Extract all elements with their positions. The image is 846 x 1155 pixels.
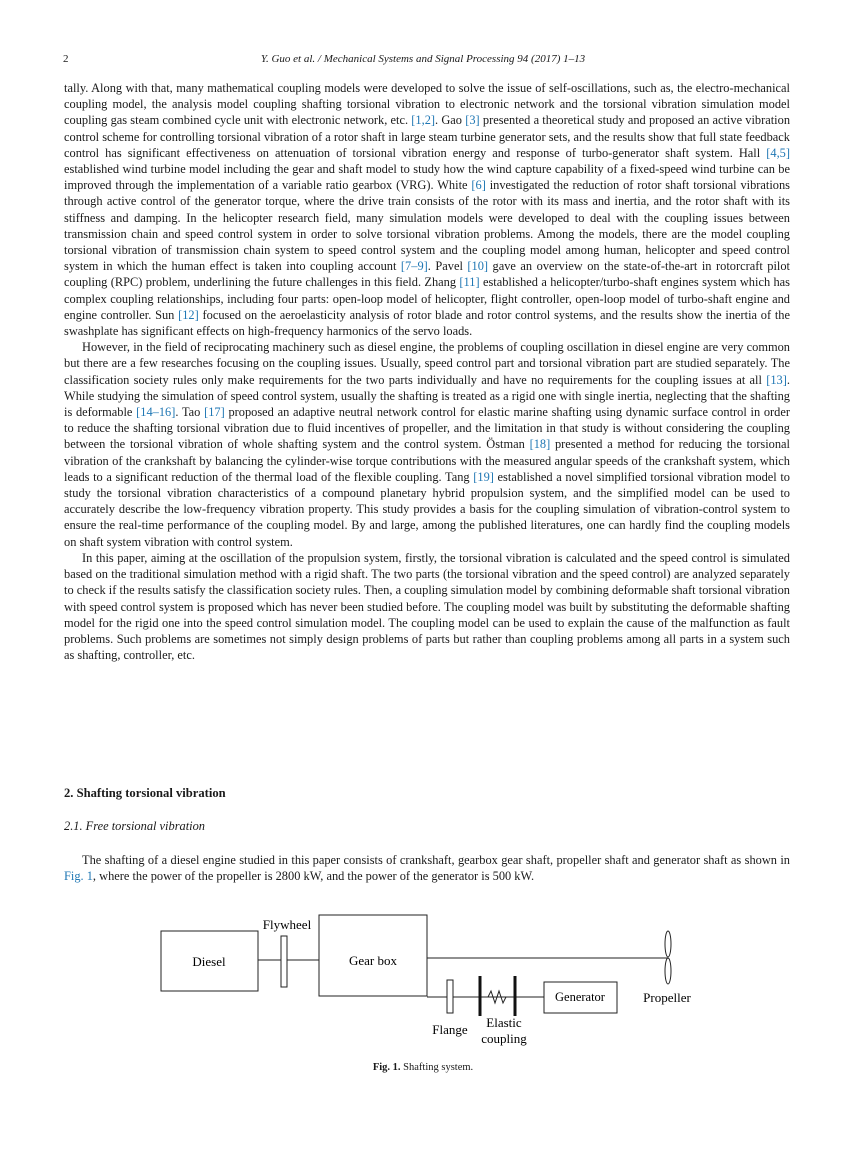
text-run: presented a theoretical study and proposed an active vibration control scheme for controlling torsional vibration of a rotor shaft in large steam turbine generator sets, and the results show that full state feedback control has significant effectiveness on attenuation of torsional vibration energy and response of turbo-generator shaft system. Hall <box>64 113 791 160</box>
flange-disc <box>447 980 453 1013</box>
section-heading: 2. Shafting torsional vibration <box>64 786 226 800</box>
text-run: . Pavel <box>427 259 468 274</box>
citation-link[interactable]: [14–16] <box>136 405 176 420</box>
text-run: established wind turbine model including the gear and shaft model to study how the wind capture capability of a fixed-speed wind turbine can be improved through the implementation of a variable ratio gearbox (VRG). White <box>64 162 790 193</box>
page-number: 2 <box>63 53 69 65</box>
citation-link[interactable]: [1,2] <box>411 113 436 128</box>
citation-link[interactable]: [12] <box>178 307 199 322</box>
flywheel-label: Flywheel <box>262 917 312 932</box>
caption-text: Shafting system. <box>403 1062 474 1073</box>
running-head: Y. Guo et al. / Mechanical Systems and Signal Processing 94 (2017) 1–13 <box>260 53 586 65</box>
text-run: . Gao <box>435 113 466 128</box>
figure-caption <box>0 1062 846 1073</box>
citation-link[interactable]: [17] <box>204 405 225 420</box>
flywheel-disc <box>281 936 287 987</box>
text-run: established a helicopter/turbo-shaft engines system which has complex coupling relationships, including four parts: open-loop model of helicopter, flight controller, open-loop model of turbo-shaft engine and engine controller. Sun <box>64 275 791 322</box>
text-run: established a novel simplified torsional vibration model to study the torsional vibration characteristics of a compound planetary hybrid propulsion system, and the simplified model can be used to accurately describe the low-frequency vibration property. This study provides a basis for the coupling simulation of vibration-control system to ensure the real-time performance of the coupling model. By and large, among the published literatures, one can hardly find the coupling models on shaft system vibration with control system. <box>64 469 790 549</box>
gearbox-label: Gear box <box>348 953 398 968</box>
shafting-figure <box>140 912 720 1057</box>
shafting-diagram <box>140 912 720 1057</box>
paragraph-1 <box>64 80 790 339</box>
text-run: proposed an adaptive neutral network control for elastic marine shafting using dynamic surface control in order to reduce the shafting torsional vibration due to fluid incentives of propeller, and the limitation in that study is without considering the coupling between the torsional vibration of whole shafting system and the control system. Östman <box>64 405 790 452</box>
citation-link[interactable]: [4,5] <box>766 145 790 160</box>
propeller-label: Propeller <box>643 990 691 1005</box>
propeller-blade-bottom <box>665 958 671 984</box>
generator-label: Generator <box>555 990 605 1004</box>
figure-intro-paragraph <box>64 852 790 884</box>
paragraph-2 <box>64 339 790 550</box>
citation-link[interactable]: Fig. 1 <box>64 869 93 884</box>
text-run: The shafting of a diesel engine studied in this paper consists of crankshaft, gearbox gear shaft, propeller shaft and generator shaft as shown in <box>82 853 790 867</box>
citation-link[interactable]: [13] <box>766 372 787 387</box>
citation-link[interactable]: [18] <box>529 437 551 452</box>
elastic-coupling-label-line2: coupling <box>481 1031 527 1046</box>
body-text <box>64 80 790 663</box>
text-run: focused on the aeroelasticity analysis of rotor blade and rotor control systems, and the results show the inertia of the swashplate has significant effects on high-frequency harmonics of the servo loads. <box>64 307 790 339</box>
citation-link[interactable]: [19] <box>473 469 494 484</box>
text-run: . While studying the simulation of speed control system, usually the shafting is treated as a rigid one with single inertia, neglecting that the shafting is deformable <box>64 372 790 420</box>
text-run: In this paper, aiming at the oscillation of the propulsion system, firstly, the torsional vibration is calculated and the speed control is simulated based on the traditional simulation method with a rigid shaft. The two parts (the torsional vibration and the speed control) are analyzed separately to check if the results satisfy the classification society rules. Then, a coupling simulation model by combining deformable shaft torsional vibration with speed control system is proposed which has never been studied before. The coupling model was built by substituting the deformable shafting model for the rigid one into the speed control simulation model. The coupling model can be used to explain the cause of the malfunction as fault problems. Such problems are sometimes not simply design problems of parts but rather than coupling problems among all parts in a system such as shafting, controller, etc. <box>64 550 790 663</box>
citation-link[interactable]: [10] <box>467 259 489 274</box>
text-run: , where the power of the propeller is 2800 kW, and the power of the generator is 500 kW. <box>92 869 535 884</box>
text-run: investigated the reduction of rotor shaft torsional vibrations through active control of the generator torque, where the drive train consists of the rotor with its mass and inertia, and the rotor shaft with its stiffness and damping. In the helicopter research field, many simulation models were developed to deal with the coupling issues between transmission chain and speed control system in order to solve torsional vibration problems. Among the models, there are the model coupling torsional vibration of transmission chain system to speed control system and the coupling model among human, helicopter and speed control system in which the human effect is taken into coupling account <box>64 178 790 274</box>
subsection-heading: 2.1. Free torsional vibration <box>64 819 205 833</box>
elastic-coupling-label-line1: Elastic <box>486 1015 522 1030</box>
citation-link[interactable]: [7–9] <box>400 259 428 274</box>
text-run: However, in the field of reciprocating machinery such as diesel engine, the problems of coupling oscillation in diesel engine are very common but there are a few researches focusing on the coupling issues. Usually, speed control part and torsional vibration part are studied separately. The classification society rules only make requirements for the two parts individually and have no requirements for the coupling issues at all <box>64 340 790 387</box>
paragraph-3 <box>64 550 790 663</box>
flange-label: Flange <box>432 1022 468 1037</box>
citation-link[interactable]: [6] <box>471 178 486 193</box>
propeller-blade-top <box>665 931 671 957</box>
diesel-label: Diesel <box>192 954 226 969</box>
text-run: tally. Along with that, many mathematical coupling models were developed to solve the issue of self-oscillations, such as, the electro-mechanical coupling model, the analysis model coupling shafting torsional vibration to electronic network and the torsional vibration simulation model coupling gas steam combined cycle unit with electronic network, etc. <box>64 81 790 128</box>
text-run: . Tao <box>175 405 205 420</box>
coupling-spring <box>484 991 511 1003</box>
text-run: gave an overview on the state-of-the-art in rotorcraft pilot coupling (RPC) problem, underlining the future challenges in this field. Zhang <box>64 259 790 290</box>
text-run: presented a method for reducing the torsional vibration of the crankshaft by balancing the cylinder-wise torque contributions with the measured angular speeds of the crankshaft system, which leads to a significant reduction of the thermal load of the flexible coupling. Tang <box>64 437 790 484</box>
citation-link[interactable]: [3] <box>465 113 480 128</box>
citation-link[interactable]: [11] <box>459 275 480 290</box>
caption-label: Fig. 1. <box>372 1062 401 1073</box>
